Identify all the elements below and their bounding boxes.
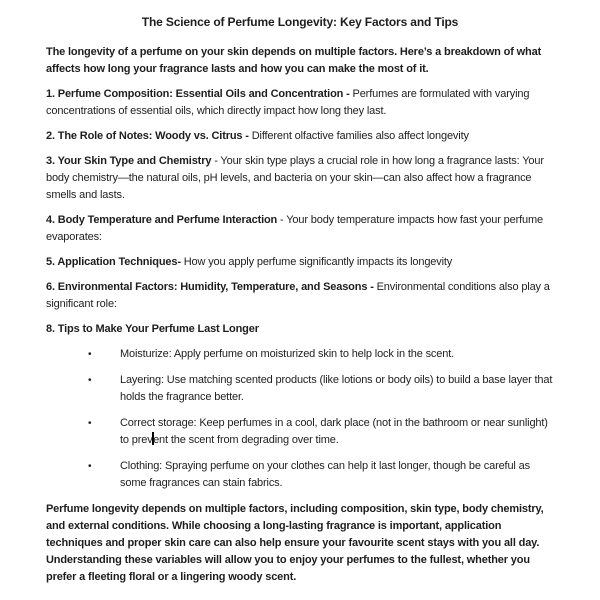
intro-paragraph[interactable]: The longevity of a perfume on your skin depends on multiple factors. Here’s a breakdown of what affects how long your fragrance lasts and how you can make the most of it. (46, 46, 542, 75)
section-3-text: - Your skin type plays a crucial role in how long a fragrance lasts: Your body chemistry—the natural oils, pH levels, and bacteria on your skin—can also affect how a fragrance smells and lasts. (46, 155, 544, 201)
tip-item-clothing[interactable] (46, 458, 554, 492)
section-6-text: Environmental conditions also play a significant role: (46, 281, 550, 310)
section-2-text: Different olfactive families also affect longevity (251, 130, 469, 142)
tip-text: Layering: Use matching scented products (like lotions or body oils) to build a base layer that holds the fragrance better. (120, 374, 553, 403)
tip-text: Moisturize: Apply perfume on moisturized skin to help lock in the scent. (120, 348, 455, 360)
bullet-dot-icon: • (88, 461, 92, 472)
bullet-dot-icon: • (88, 375, 92, 386)
conclusion-paragraph[interactable]: Perfume longevity depends on multiple factors, including composition, skin type, body chemistry, and external conditions. While choosing a long-lasting fragrance is important, application techniques and proper skin care can also help ensure your favourite scent stays with you all day. Understanding these variables will allow you to enjoy your perfumes to the fullest, whether you prefer a fleeting floral or a lingering woody scent. (46, 503, 544, 583)
tip-item-layering[interactable] (46, 372, 554, 406)
section-4-label: 4. Body Temperature and Perfume Interaction (46, 214, 278, 226)
section-3-label: 3. Your Skin Type and Chemistry (46, 155, 212, 167)
tips-list (46, 346, 554, 492)
section-5-label: 5. Application Techniques- (46, 256, 181, 268)
tip-item-correct-storage[interactable] (46, 415, 554, 449)
tip-item-moisturize[interactable] (46, 346, 554, 363)
tip-text: Clothing: Spraying perfume on your clothes can help it last longer, though be careful as some fragrances can stain fabrics. (120, 460, 530, 489)
section-2-label: 2. The Role of Notes: Woody vs. Citrus - (46, 130, 252, 142)
section-1-paragraph[interactable] (46, 86, 554, 120)
section-2-paragraph[interactable] (46, 128, 554, 145)
section-5-text: How you apply perfume significantly impacts its longevity (180, 256, 453, 268)
bullet-dot-icon: • (88, 349, 92, 360)
section-1-text: Perfumes are formulated with varying concentrations of essential oils, which directly impact how long they last. (46, 88, 530, 117)
tip-text-after-caret: ent the scent from degrading over time. (153, 434, 339, 446)
section-4-paragraph[interactable] (46, 212, 554, 246)
bullet-dot-icon: • (88, 418, 92, 429)
tips-heading: 8. Tips to Make Your Perfume Last Longer (46, 323, 259, 335)
section-4-text: - Your body temperature impacts how fast your perfume evaporates: (46, 214, 543, 243)
tip-text-before-caret: Correct storage: Keep perfumes in a cool, dark place (not in the bathroom or near sunlight) to prev (120, 417, 548, 446)
document-title: The Science of Perfume Longevity: Key Factors and Tips (141, 15, 459, 29)
section-5-paragraph[interactable] (46, 254, 554, 271)
section-6-label: 6. Environmental Factors: Humidity, Temperature, and Seasons - (46, 281, 377, 293)
section-6-paragraph[interactable] (46, 279, 554, 313)
section-1-label: 1. Perfume Composition: Essential Oils and Concentration - (46, 88, 353, 100)
section-3-paragraph[interactable] (46, 153, 554, 204)
